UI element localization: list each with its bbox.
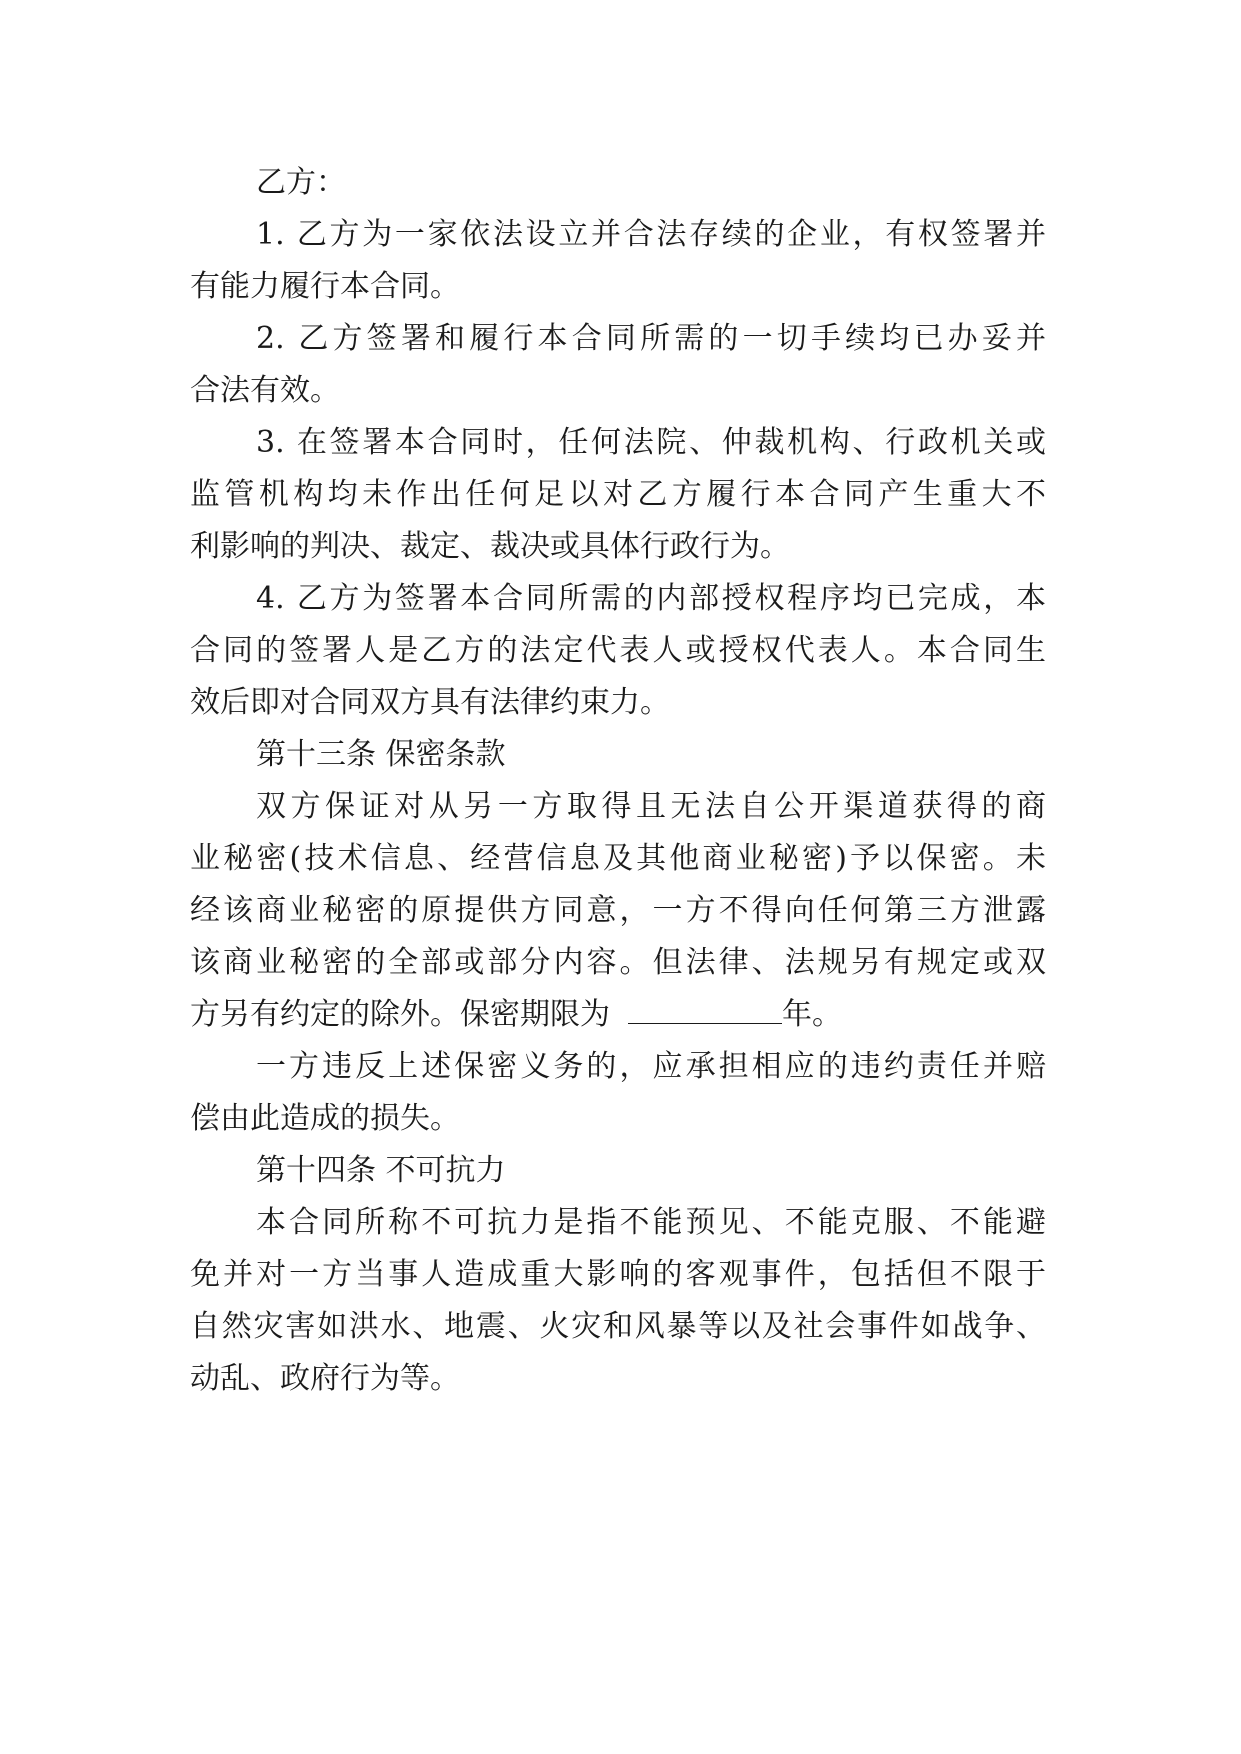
article-13-p1-line-3: 经该商业秘密的原提供方同意，一方不得向任何第三方泄露 [190,893,1046,928]
article-13-p2-line-1: 一方违反上述保密义务的，应承担相应的违约责任并赔 [256,1049,1046,1084]
article-14-heading: 第十四条 不可抗力 [256,1153,506,1188]
confidentiality-period-unit: 年。 [782,997,842,1032]
article-13-p1-line-4: 该商业秘密的全部或部分内容。但法律、法规另有规定或双 [190,945,1046,980]
article-13-p2-line-2: 偿由此造成的损失。 [190,1101,460,1136]
article-14-p1-line-1: 本合同所称不可抗力是指不能预见、不能克服、不能避 [256,1205,1046,1240]
clause-3-line-2: 监管机构均未作出任何足以对乙方履行本合同产生重大不 [190,477,1046,512]
article-13-heading: 第十三条 保密条款 [256,737,506,772]
clause-4-line-3: 效后即对合同双方具有法律约束力。 [190,685,670,720]
clause-3-line-3: 利影响的判决、裁定、裁决或具体行政行为。 [190,529,790,564]
clause-4-line-2: 合同的签署人是乙方的法定代表人或授权代表人。本合同生 [190,633,1046,668]
clause-1-line-2: 有能力履行本合同。 [190,269,460,304]
clause-2-line-1: 2. 乙方签署和履行本合同所需的一切手续均已办妥并 [256,321,1046,356]
article-13-p1-line-1: 双方保证对从另一方取得且无法自公开渠道获得的商 [256,789,1046,824]
article-13-p1-line-5 [190,990,842,1040]
clause-4-line-1: 4. 乙方为签署本合同所需的内部授权程序均已完成，本 [256,581,1046,616]
clause-3-line-1: 3. 在签署本合同时，任何法院、仲裁机构、行政机关或 [256,425,1046,460]
clause-1-line-1: 1. 乙方为一家依法设立并合法存续的企业，有权签署并 [256,217,1046,252]
confidentiality-period-blank[interactable] [628,991,782,1024]
article-13-p1-line-2: 业秘密(技术信息、经营信息及其他商业秘密)予以保密。未 [190,841,1046,876]
article-14-p1-line-4: 动乱、政府行为等。 [190,1361,460,1396]
clause-2-line-2: 合法有效。 [190,373,340,408]
article-14-p1-line-2: 免并对一方当事人造成重大影响的客观事件，包括但不限于 [190,1257,1046,1292]
article-14-p1-line-3: 自然灾害如洪水、地震、火灾和风暴等以及社会事件如战争、 [190,1309,1046,1344]
party-b-heading: 乙方： [256,165,346,200]
confidentiality-period-text: 方另有约定的除外。保密期限为 [190,997,610,1032]
